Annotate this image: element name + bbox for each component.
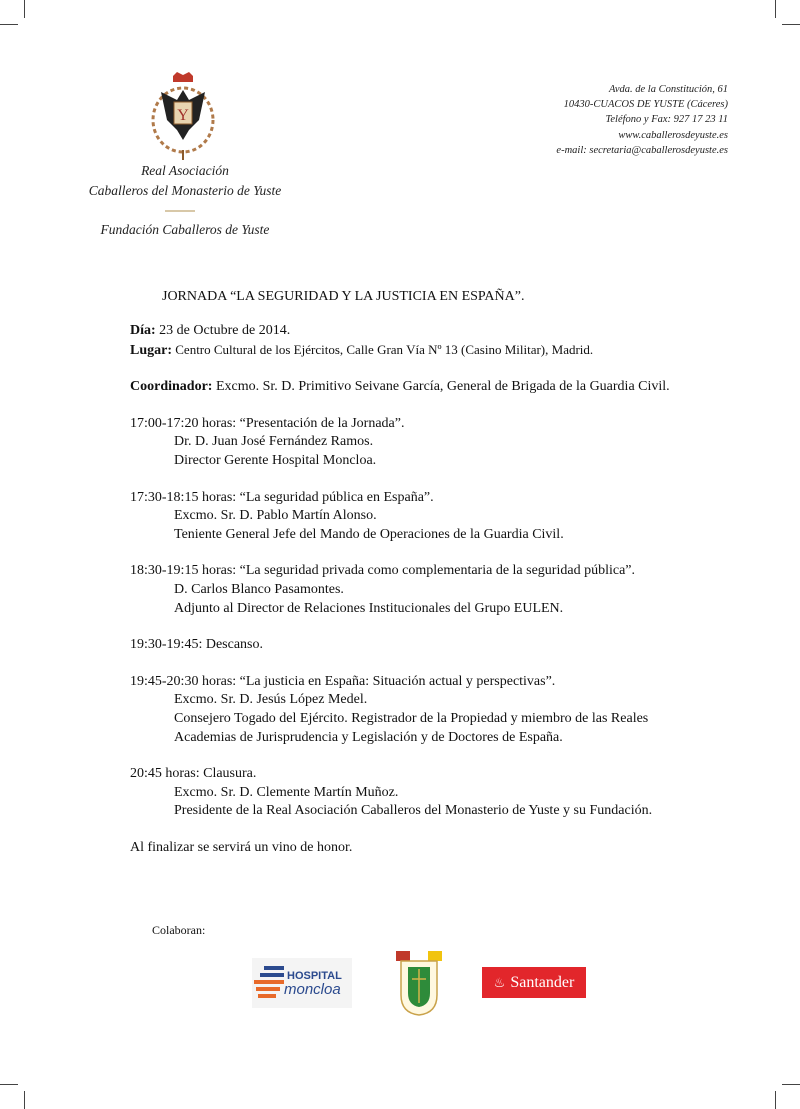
session [130,673,750,747]
speaker-name: Excmo. Sr. D. Jesús López Medel. [174,692,368,708]
hospital-moncloa-logo: HOSPITAL moncloa [252,958,352,1008]
speaker-role: Director Gerente Hospital Moncloa. [174,452,377,468]
divider [165,210,195,212]
santander-logo: ♨ Santander [482,967,586,998]
address-email[interactable]: e-mail: secretaria@caballerosdeyuste.es [556,144,728,156]
coordinator-label: Coordinador: [130,379,213,395]
coordinator-value: Excmo. Sr. D. Primitivo Seivane García, General de Brigada de la Guardia Civil. [212,379,670,395]
session-time: 17:30-18:15 horas: “La seguridad pública en España”. [130,489,434,505]
speaker-name: Excmo. Sr. D. Pablo Martín Alonso. [174,508,377,524]
crop-mark [775,0,776,18]
speaker-role: Academias de Jurisprudencia y Legislación y de Doctores de España. [174,729,563,745]
crop-mark [775,1091,776,1109]
coat-of-arms-logo [147,70,219,160]
foundation-name: Fundación Caballeros de Yuste [100,222,270,237]
session [130,415,750,471]
st-michaels-school-crest [396,947,442,1017]
crop-mark [0,1084,18,1085]
place-label: Lugar: [130,342,172,358]
session-time: 19:45-20:30 horas: “La justicia en España: Situación actual y perspectivas”. [130,673,556,689]
session [130,636,750,655]
org-name-line1: Real Asociación [141,163,229,178]
place-value: Centro Cultural de los Ejércitos, Calle Gran Vía Nº 13 (Casino Militar), Madrid. [172,341,594,357]
crop-mark [24,0,25,18]
date-value: 23 de Octubre de 2014. [155,323,291,338]
closing-note: Al finalizar se servirá un vino de honor. [130,839,353,855]
session-time: 20:45 horas: Clausura. [130,766,257,782]
address-block [556,82,728,158]
speaker-role: Presidente de la Real Asociación Caballeros del Monasterio de Yuste y su Fundación. [174,803,653,819]
session-time: 17:00-17:20 horas: “Presentación de la Jornada”. [130,415,405,431]
speaker-name: Dr. D. Juan José Fernández Ramos. [174,434,374,450]
speaker-name: Excmo. Sr. D. Clemente Martín Muñoz. [174,784,399,800]
address-street: Avda. de la Constitución, 61 [609,84,728,95]
svg-text:Y: Y [177,107,189,124]
hospital-stripes-icon [254,964,286,1004]
org-name-line2: Caballeros del Monasterio de Yuste [88,183,282,198]
speaker-role: Consejero Togado del Ejército. Registrador de la Propiedad y miembro de las Reales [174,710,649,726]
speaker-role: Adjunto al Director de Relaciones Institucionales del Grupo EULEN. [174,600,564,616]
session [130,765,750,821]
address-phone: Teléfono y Fax: 927 17 23 11 [605,114,728,126]
collaborators-label: Colaboran: [152,923,206,937]
session [130,562,750,618]
session [130,489,750,545]
crop-mark [0,24,18,25]
crop-mark [24,1091,25,1109]
document-title: JORNADA “LA SEGURIDAD Y LA JUSTICIA EN ESPAÑA”. [162,289,525,304]
speaker-role: Teniente General Jefe del Mando de Operaciones de la Guardia Civil. [174,526,564,542]
speaker-name: D. Carlos Blanco Pasamontes. [174,581,344,597]
santander-flame-icon: ♨ [493,974,506,990]
address-website[interactable]: www.caballerosdeyuste.es [618,129,728,141]
session-time: 19:30-19:45: Descanso. [130,637,263,653]
crop-mark [782,1084,800,1085]
session-time: 18:30-19:15 horas: “La seguridad privada como complementaria de la seguridad pública”. [130,563,635,579]
document-body [130,322,750,875]
date-label: Día: [130,323,156,338]
address-city: 10430-CUACOS DE YUSTE (Cáceres) [563,99,728,111]
crop-mark [782,24,800,25]
